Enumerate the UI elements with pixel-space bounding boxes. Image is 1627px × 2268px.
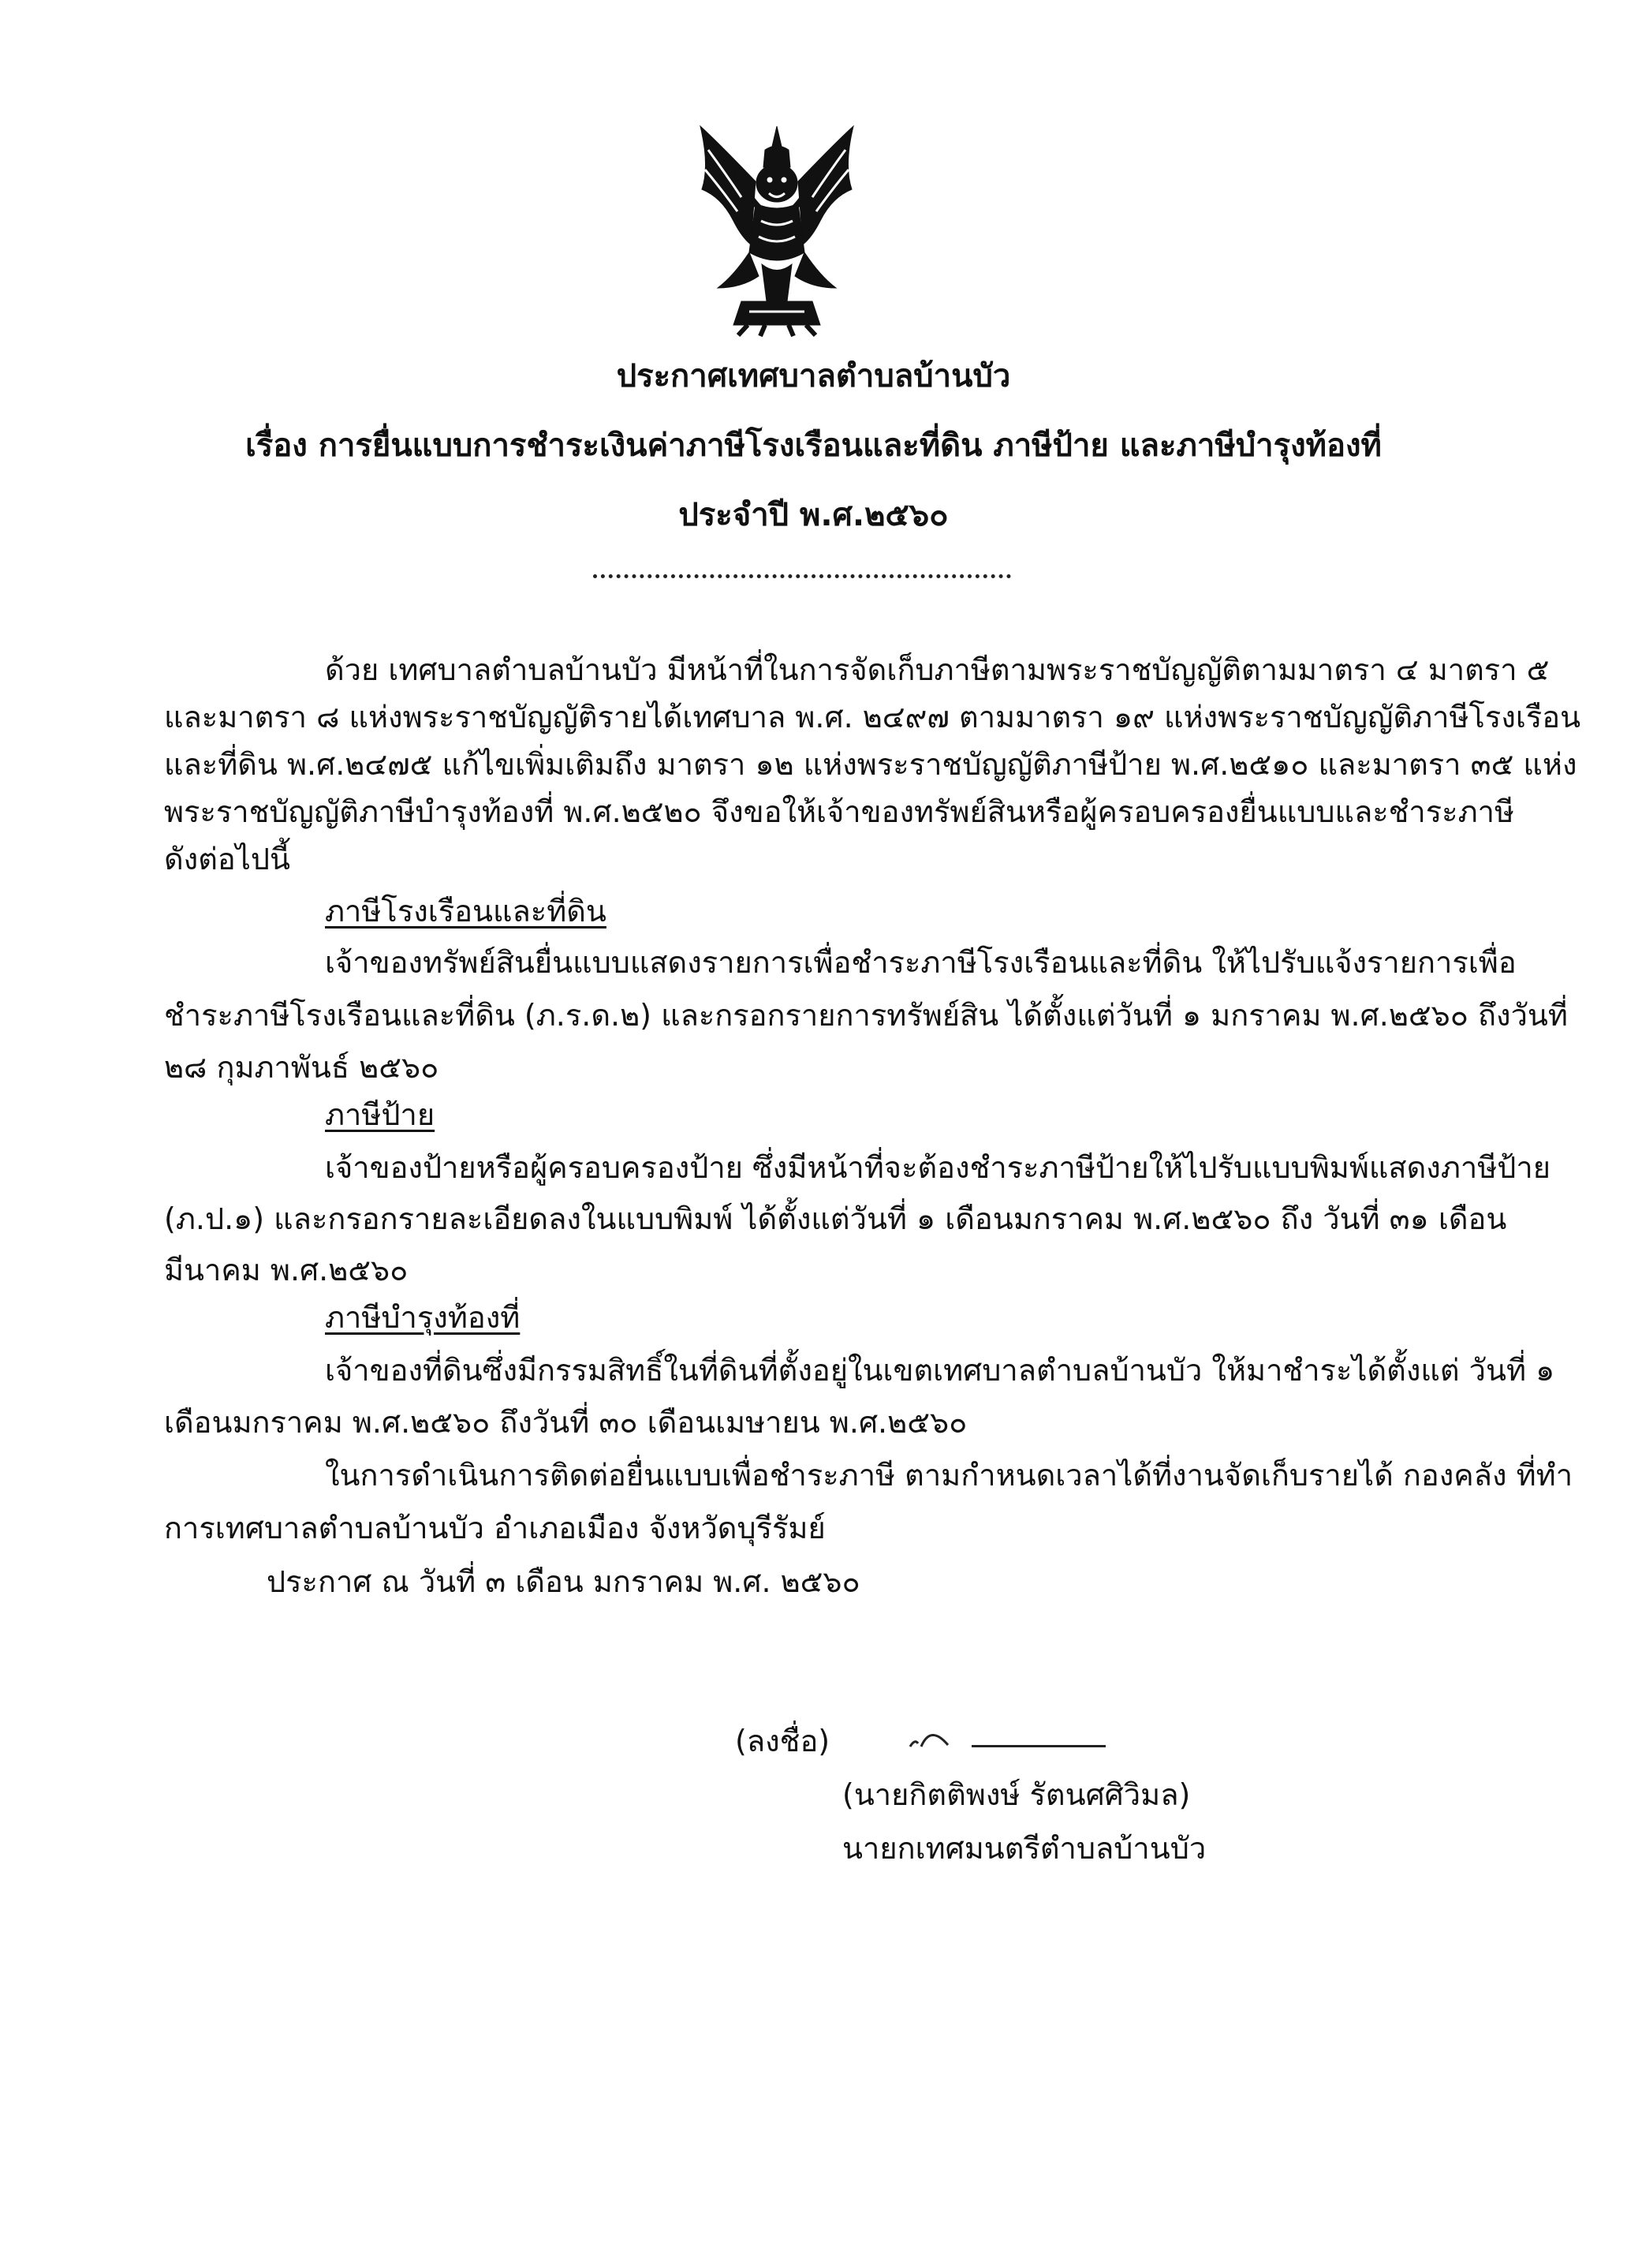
section-heading-house-tax: ภาษีโรงเรือนและที่ดิน xyxy=(325,894,606,928)
signer-name: (นายกิตติพงษ์ รัตนศศิวิมล) xyxy=(842,1777,1191,1812)
announcement-date: ประกาศ ณ วันที่ ๓ เดือน มกราคม พ.ศ. ๒๕๖๐ xyxy=(267,1564,860,1599)
signature-line xyxy=(972,1745,1106,1747)
sign-tax-line-3: มีนาคม พ.ศ.๒๕๖๐ xyxy=(164,1253,409,1287)
intro-line-3: และที่ดิน พ.ศ.๒๔๗๕ แก้ไขเพิ่มเติมถึง มาตรา ๑๒ แห่งพระราชบัญญัติภาษีป้าย พ.ศ.๒๕๑๐ และมาตรา ๓๕ แห่ง xyxy=(164,747,1577,782)
house-tax-line-1: เจ้าของทรัพย์สินยื่นแบบแสดงรายการเพื่อชำระภาษีโรงเรือนและที่ดิน ให้ไปรับแจ้งรายการเพื่อ xyxy=(325,945,1517,980)
intro-line-5: ดังต่อไปนี้ xyxy=(164,842,290,876)
document-year: ประจำปี พ.ศ.๒๕๖๐ xyxy=(678,497,949,533)
contact-line-1: ในการดำเนินการติดต่อยื่นแบบเพื่อชำระภาษี ตามกำหนดเวลาได้ที่งานจัดเก็บรายได้ กองคลัง ที่ทำ xyxy=(325,1458,1573,1493)
sign-tax-line-1: เจ้าของป้ายหรือผู้ครอบครองป้าย ซึ่งมีหน้าที่จะต้องชำระภาษีป้ายให้ไปรับแบบพิมพ์แสดงภาษีป้าย xyxy=(325,1150,1551,1185)
signature-mark-icon xyxy=(907,1721,962,1753)
sign-tax-line-2: (ภ.ป.๑) และกรอกรายละเอียดลงในแบบพิมพ์ ได้ตั้งแต่วันที่ ๑ เดือนมกราคม พ.ศ.๒๕๖๐ ถึง วันที่ ๓๑ เดือน xyxy=(164,1201,1507,1236)
local-tax-line-1: เจ้าของที่ดินซึ่งมีกรรมสิทธิ์ในที่ดินที่ตั้งอยู่ในเขตเทศบาลตำบลบ้านบัว ให้มาชำระได้ตั้งแต่ วันที่ ๑ xyxy=(325,1353,1555,1388)
section-heading-sign-tax: ภาษีป้าย xyxy=(325,1097,435,1132)
local-tax-line-2: เดือนมกราคม พ.ศ.๒๕๖๐ ถึงวันที่ ๓๐ เดือนเมษายน พ.ศ.๒๕๖๐ xyxy=(164,1405,968,1440)
section-heading-local-tax: ภาษีบำรุงท้องที่ xyxy=(325,1300,521,1335)
signer-position: นายกเทศมนตรีตำบลบ้านบัว xyxy=(842,1831,1207,1866)
intro-line-4: พระราชบัญญัติภาษีบำรุงท้องที่ พ.ศ.๒๕๒๐ จึงขอให้เจ้าของทรัพย์สินหรือผู้ครอบครองยื่นแบบและชำระภาษี xyxy=(164,794,1515,829)
signature-label: (ลงชื่อ) xyxy=(735,1724,830,1758)
house-tax-line-3: ๒๘ กุมภาพันธ์ ๒๕๖๐ xyxy=(164,1050,439,1085)
document-title: ประกาศเทศบาลตำบลบ้านบัว xyxy=(616,358,1011,394)
document-subject: เรื่อง การยื่นแบบการชำระเงินค่าภาษีโรงเรือนและที่ดิน ภาษีป้าย และภาษีบำรุงท้องที่ xyxy=(245,428,1382,464)
contact-line-2: การเทศบาลตำบลบ้านบัว อำเภอเมือง จังหวัดบุรีรัมย์ xyxy=(164,1511,826,1545)
title-separator xyxy=(593,574,1011,578)
house-tax-line-2: ชำระภาษีโรงเรือนและที่ดิน (ภ.ร.ด.๒) และกรอกรายการทรัพย์สิน ได้ตั้งแต่วันที่ ๑ มกราคม พ.ศ.๒๕๖๐ ถึงวันที่ xyxy=(164,998,1568,1033)
garuda-emblem-icon xyxy=(686,118,868,339)
intro-line-1: ด้วย เทศบาลตำบลบ้านบัว มีหน้าที่ในการจัดเก็บภาษีตามพระราชบัญญัติตามมาตรา ๔ มาตรา ๕ xyxy=(325,652,1550,687)
intro-line-2: และมาตรา ๘ แห่งพระราชบัญญัติรายได้เทศบาล พ.ศ. ๒๔๙๗ ตามมาตรา ๑๙ แห่งพระราชบัญญัติภาษีโรงเรือน xyxy=(164,700,1581,734)
